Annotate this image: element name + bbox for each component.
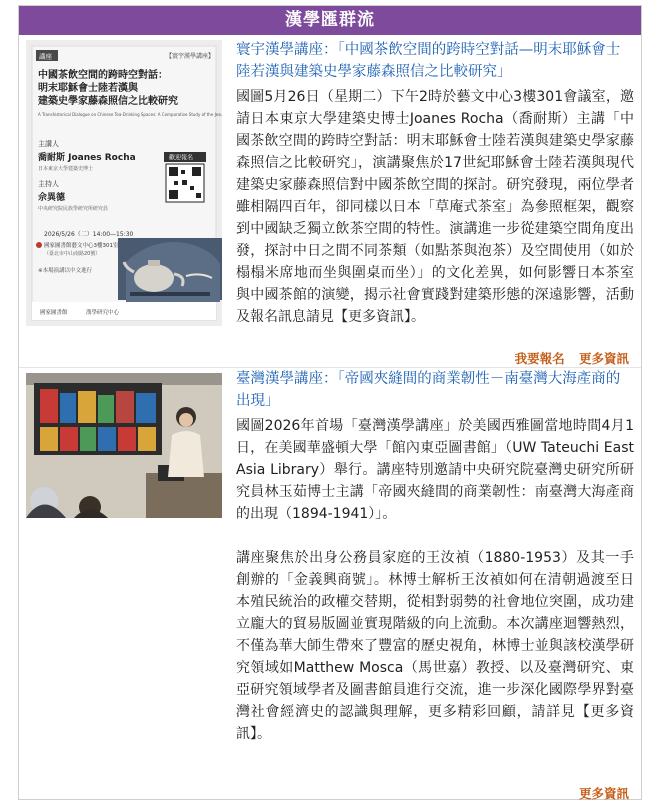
qr-code-icon xyxy=(166,164,204,202)
poster-subtitle-en: A Transhistorical Dialogue on Chinese Tea-Drinking Spaces: A Comparative Study of the Jes xyxy=(38,112,221,117)
newsletter-panel xyxy=(18,5,642,800)
poster-footer-left: 國家圖書館 xyxy=(40,310,68,316)
poster-language-note: ※本場演講以中文進行 xyxy=(38,268,93,274)
poster-speaker-title: 日本東京大學建築史博士 xyxy=(38,166,94,172)
entry-links xyxy=(505,349,629,367)
location-pin-icon xyxy=(36,242,42,248)
more-info-link[interactable]: 更多資訊 xyxy=(578,786,629,801)
poster-host-title: 中央研究院民族學研究所研究員 xyxy=(38,206,109,212)
section-header: 漢學匯群流 xyxy=(19,6,641,35)
teapot-illustration xyxy=(118,238,222,302)
event-poster-thumbnail[interactable] xyxy=(26,40,222,326)
entry-body-paragraph-2: 講座聚焦於出身公務員家庭的王汝禎（1880-1953）及其一手創辦的「金義興商號」。林博士解析王汝禎如何在清朝過渡至日本殖民統治的政權交替期，從相對弱勢的社會地位突圍，成功建立龐大的貿易版圖並實現階級的向上流動。本次講座迴響熱烈，不僅為華大師生帶來了豐富的歷史視角，林博士並與該校漢學研究領域如Matthew Mosca（馬世嘉）教授、以及臺灣研究、東亞研究領域學者及圖書館員進行交流，進一步深化國際學界對臺灣社會經濟史的認識與理解，更多精彩回顧，請詳見【更多資訊】。 xyxy=(236,550,634,742)
poster-tag: 講座 xyxy=(39,52,52,61)
poster-speaker-name: 喬耐斯 Joanes Rocha xyxy=(38,153,136,163)
poster-series: 【寰宇漢學講座】 xyxy=(166,53,215,60)
entry-title[interactable]: 臺灣漢學講座：「帝國夾縫間的商業韌性－南臺灣大海產商的出現」 xyxy=(236,371,621,409)
poster-host-label: 主持人 xyxy=(38,180,59,188)
poster-title-line3: 建築史學家藤森照信之比較研究 xyxy=(38,96,178,107)
poster-venue-line2: （臺北市中山南路20號） xyxy=(44,251,101,257)
poster-title-line2: 明末耶穌會士陸若漢與 xyxy=(38,83,138,94)
poster-host-name: 佘異德 xyxy=(38,193,66,203)
entry-links xyxy=(569,784,629,802)
projection-screen xyxy=(34,383,162,455)
entry-title[interactable]: 寰宇漢學講座：「中國茶飲空間的跨時空對話—明末耶穌會士陸若漢與建築史學家藤森照信之比較研究」 xyxy=(236,42,621,80)
poster-date: 2026/5/26（二）14:00—15:30 xyxy=(44,231,134,238)
poster-title-line1: 中國茶飲空間的跨時空對話： xyxy=(38,70,168,81)
more-info-link[interactable]: 更多資訊 xyxy=(578,351,629,366)
register-link[interactable]: 我要報名 xyxy=(514,351,565,366)
poster-venue-line1: 國家圖書館藝文中心3樓301室 xyxy=(44,243,119,249)
entry-body: 國圖5月26日（星期二）下午2時於藝文中心3樓301會議室，邀請日本東京大學建築史博士Joanes Rocha（喬耐斯）主講「中國茶飲空間的跨時空對話：明末耶穌會士陸若漢與建築史學家藤森照信之比較研究」，演講聚焦於17世紀耶穌會士陸若漢與現代建築史家藤森照信對中國茶飲空間的探討。研究發現，兩位學者雖相隔四百年，卻同樣以日本「草庵式茶室」為參照框架，觀察到中國缺乏獨立飲茶空間的特性。演講進一步從建築空間角度出發，探討中日之間不同茶類（如點茶與泡茶）及空間使用（如於榻榻米席地而坐與圍桌而坐）」的文化差異，如何影響日本茶室與中國茶館的演變，揭示社會實踐對建築形態的深遠影響，活動及報名訊息請見【更多資訊】。 xyxy=(236,89,634,325)
event-photo-thumbnail[interactable] xyxy=(26,373,222,518)
poster-footer-right: 漢學研究中心 xyxy=(86,310,120,316)
poster-speaker-label: 主講人 xyxy=(38,140,59,148)
poster-qr-label: 歡迎報名 xyxy=(169,154,194,162)
entry-body: 國圖2026年首場「臺灣漢學講座」於美國西雅圖當地時間4月1日，在美國華盛頓大學「館內東亞圖書館」（UW Tateuchi East Asia Library）舉行。講座特別邀請中央研究院臺灣史研究所研究員林玉茹博士主講「帝國夾縫間的商業韌性：南臺灣大海產商的出現（1894-1941）」。 xyxy=(236,418,634,522)
